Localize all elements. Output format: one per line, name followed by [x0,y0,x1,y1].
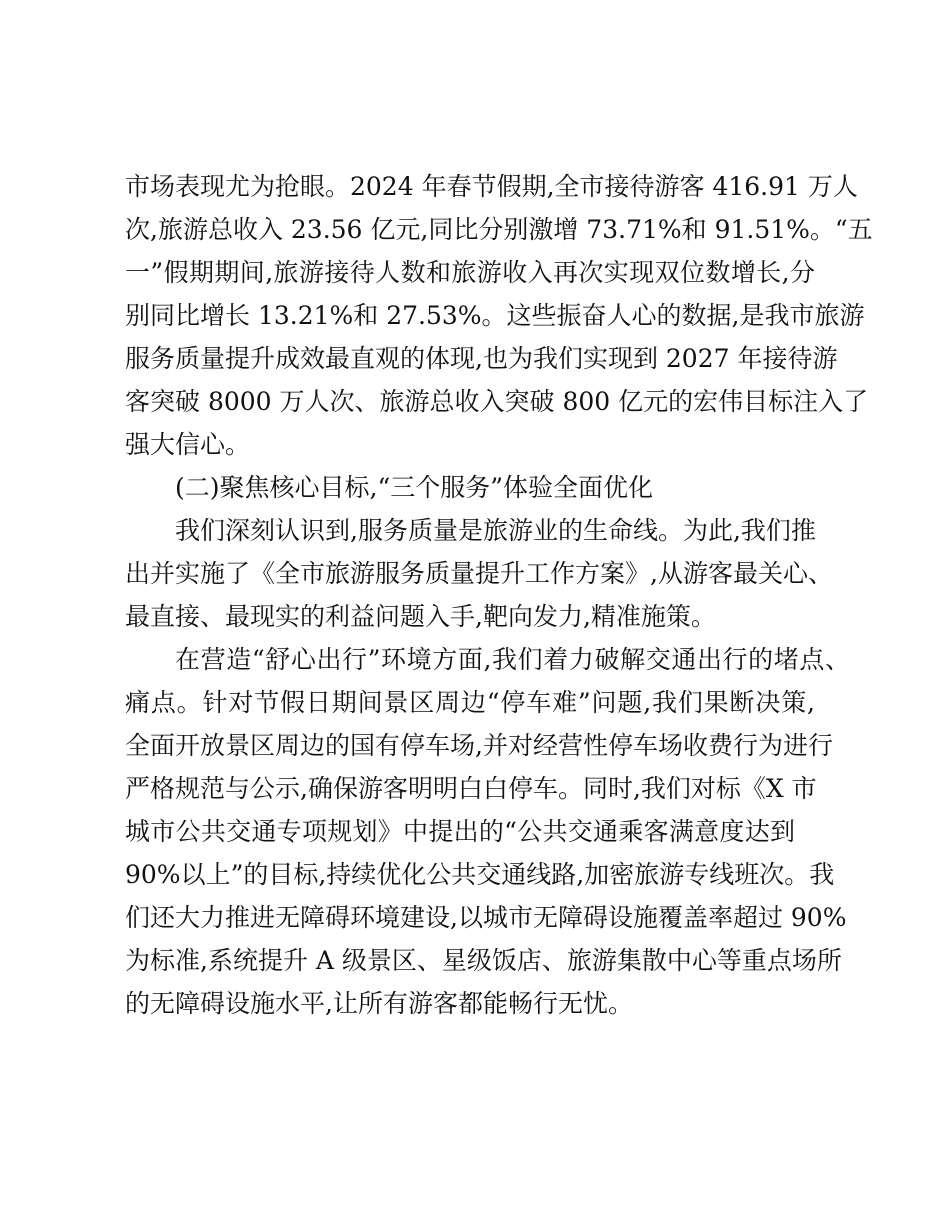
body-text-line: 90%以上”的目标,持续优化公共交通线路,加密旅游专线班次。我 [125,860,835,889]
body-text-line: 为标准,系统提升 A 级景区、星级饭店、旅游集散中心等重点场所 [125,946,842,975]
section-heading: (二)聚焦核心目标,“三个服务”体验全面优化 [175,473,654,502]
body-text-line: 们还大力推进无障碍环境建设,以城市无障碍设施覆盖率超过 90% [125,903,847,932]
body-text-line: 的无障碍设施水平,让所有游客都能畅行无忧。 [125,989,633,1018]
body-text-line: 别同比增长 13.21%和 27.53%。这些振奋人心的数据,是我市旅游 [125,301,865,330]
body-text-line: 一”假期期间,旅游接待人数和旅游收入再次实现双位数增长,分 [125,258,815,287]
body-text-line: 全面开放景区周边的国有停车场,并对经营性停车场收费行为进行 [125,731,833,760]
body-text-line: 市场表现尤为抢眼。2024 年春节假期,全市接待游客 416.91 万人 [125,172,858,201]
body-text-line: 我们深刻认识到,服务质量是旅游业的生命线。为此,我们推 [175,516,816,545]
body-text-line: 出并实施了《全市旅游服务质量提升工作方案》,从游客最关心、 [125,559,833,588]
body-text-line: 强大信心。 [125,430,251,459]
body-text-line: 痛点。针对节假日期间景区周边“停车难”问题,我们果断决策, [125,688,815,717]
body-text-line: 次,旅游总收入 23.56 亿元,同比分别激增 73.71%和 91.51%。“五 [125,215,873,244]
body-text-line: 客突破 8000 万人次、旅游总收入突破 800 亿元的宏伟目标注入了 [125,387,869,416]
body-text-line: 最直接、最现实的利益问题入手,靶向发力,精准施策。 [125,602,716,631]
body-text-line: 严格规范与公示,确保游客明明白白停车。同时,我们对标《X 市 [125,774,817,803]
body-text-line: 服务质量提升成效最直观的体现,也为我们实现到 2027 年接待游 [125,344,838,373]
body-text-line: 在营造“舒心出行”环境方面,我们着力破解交通出行的堵点、 [175,645,850,674]
body-text-line: 城市公共交通专项规划》中提出的“公共交通乘客满意度达到 [125,817,795,846]
